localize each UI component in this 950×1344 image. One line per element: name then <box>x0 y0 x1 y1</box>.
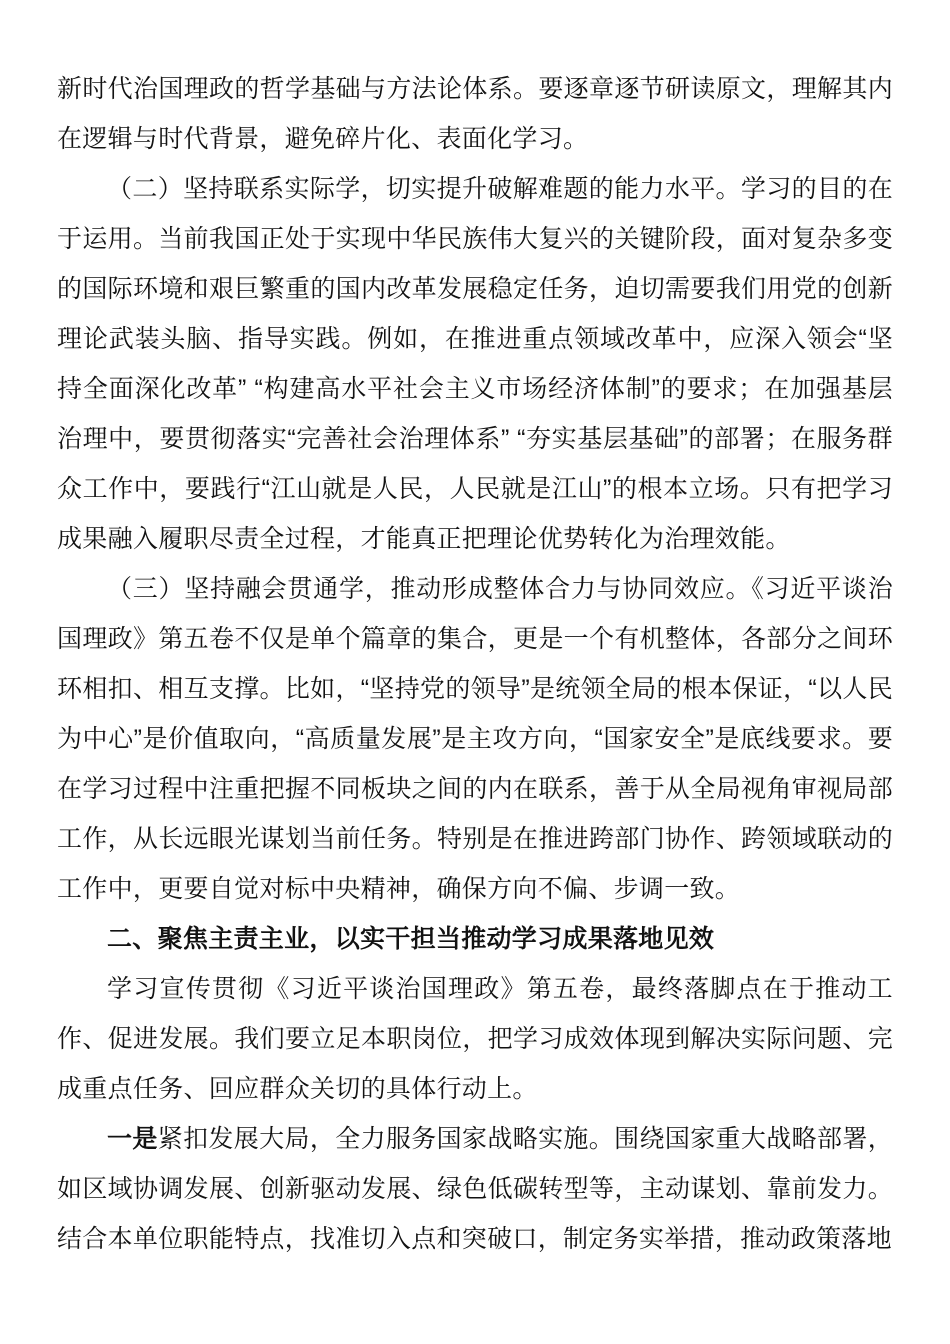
paragraph-point-one <box>57 1114 893 1264</box>
paragraph-section-two: （二）坚持联系实际学，切实提升破解难题的能力水平。学习的目的在于运用。当前我国正处于实现中华民族伟大复兴的关键阶段，面对复杂多变的国际环境和艰巨繁重的国内改革发展稳定任务，迫切需要我们用党的创新理论武装头脑、指导实践。例如，在推进重点领域改革中，应深入领会“坚持全面深化改革” “构建高水平社会主义市场经济体制”的要求；在加强基层治理中，要贯彻落实“完善社会治理体系” “夯实基层基础”的部署；在服务群众工作中，要践行“江山就是人民，人民就是江山”的根本立场。只有把学习成果融入履职尽责全过程，才能真正把理论优势转化为治理效能。 <box>57 175 893 553</box>
section-heading: 二、聚焦主责主业，以实干担当推动学习成果落地见效 <box>107 925 715 953</box>
paragraph-section-three: （三）坚持融会贯通学，推动形成整体合力与协同效应。《习近平谈治国理政》第五卷不仅是单个篇章的集合，更是一个有机整体，各部分之间环环相扣、相互支撑。比如，“坚持党的领导”是统领全局的根本保证，“以人民为中心”是价值取向，“高质量发展”是主攻方向，“国家安全”是底线要求。要在学习过程中注重把握不同板块之间的内在联系，善于从全局视角审视局部工作，从长远眼光谋划当前任务。特别是在推进跨部门协作、跨领域联动的工作中，更要自觉对标中央精神，确保方向不偏、步调一致。 <box>57 575 893 903</box>
paragraph-intro: 学习宣传贯彻《习近平谈治国理政》第五卷，最终落脚点在于推动工作、促进发展。我们要立足本职岗位，把学习成效体现到解决实际问题、完成重点任务、回应群众关切的具体行动上。 <box>57 975 893 1103</box>
bold-lead-text: 一是 <box>107 1125 158 1153</box>
paragraph-continuation: 新时代治国理政的哲学基础与方法论体系。要逐章逐节研读原文，理解其内在逻辑与时代背景，避免碎片化、表面化学习。 <box>57 75 893 153</box>
paragraph-body-text: 紧扣发展大局，全力服务国家战略实施。围绕国家重大战略部署，如区域协调发展、创新驱动发展、绿色低碳转型等，主动谋划、靠前发力。结合本单位职能特点，找准切入点和突破口，制定务实举措，推动政策落地 <box>57 1125 893 1253</box>
